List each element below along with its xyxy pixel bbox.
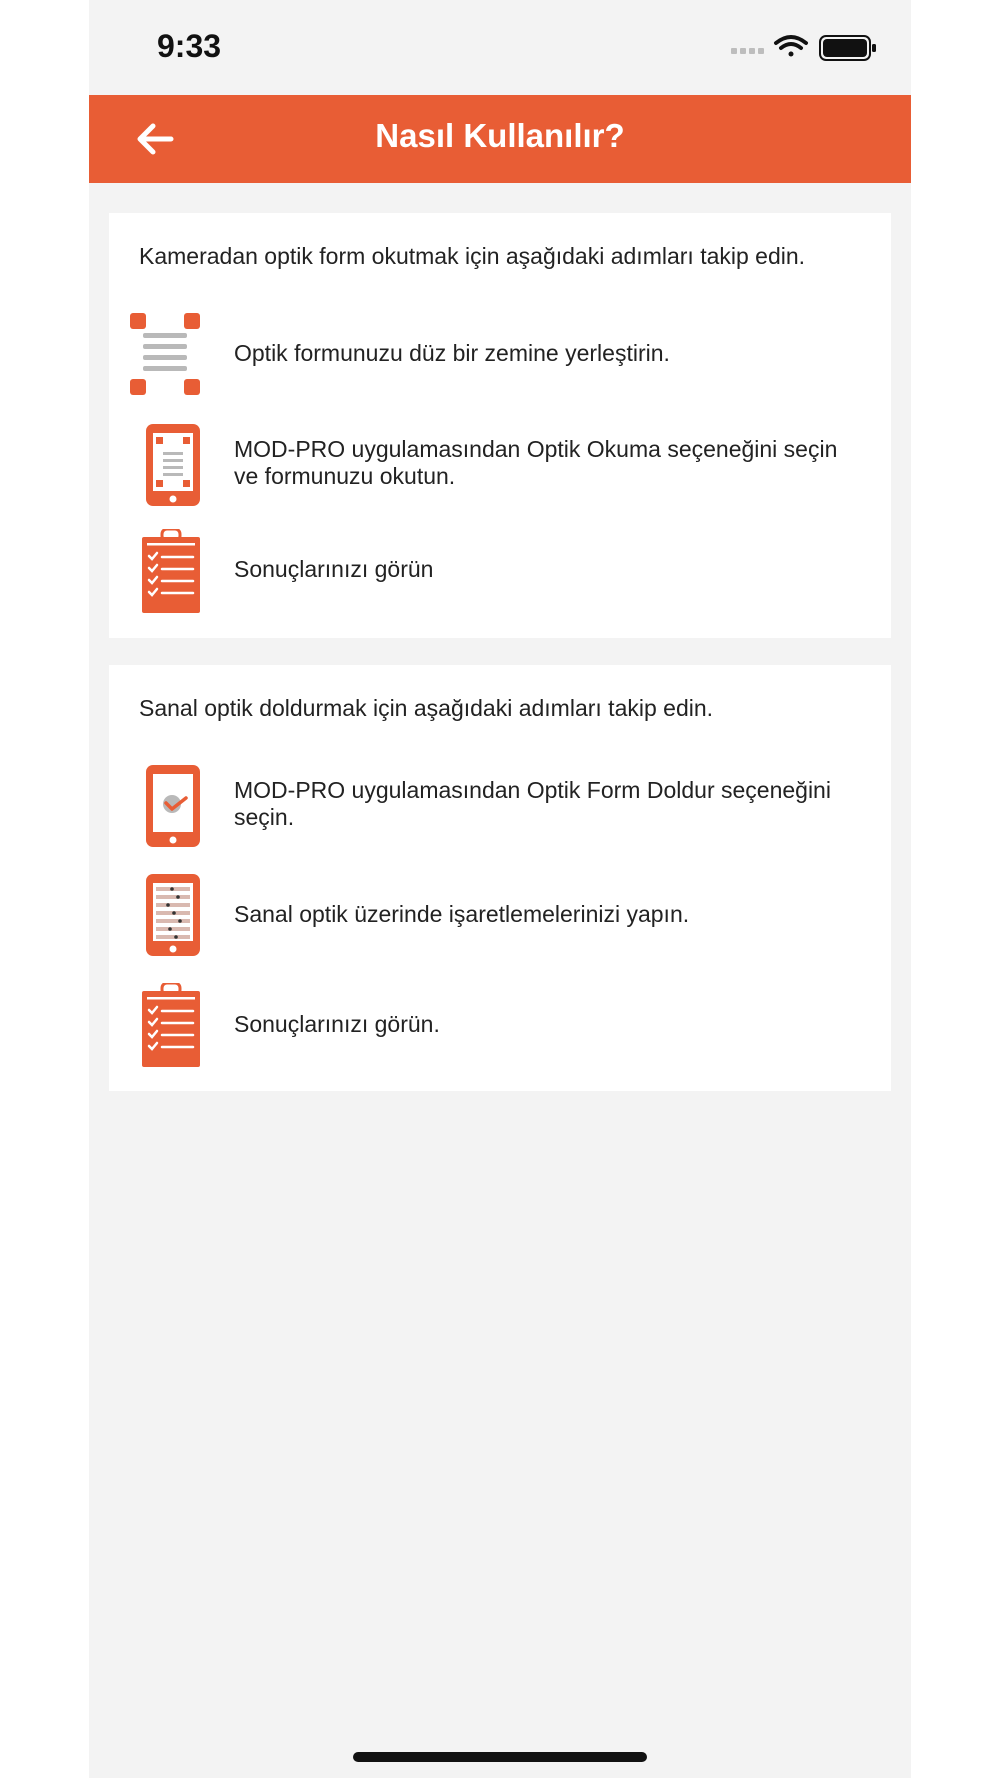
wifi-icon	[776, 37, 806, 57]
virtual-step-3	[109, 983, 891, 1073]
phone-scan-icon	[137, 423, 209, 507]
camera-step-2-text: MOD-PRO uygulamasından Optik Okuma seçeneğini seçin ve formunuzu okutun.	[234, 436, 838, 489]
camera-step-2	[109, 423, 891, 513]
app-screen	[89, 0, 911, 1778]
scan-frame-icon	[129, 312, 201, 396]
camera-step-1	[109, 312, 891, 402]
camera-step-1-text: Optik formunuzu düz bir zemine yerleştirin.	[234, 340, 670, 366]
page-title: Nasıl Kullanılır?	[375, 117, 625, 154]
virtual-instructions-intro: Sanal optik doldurmak için aşağıdaki adımları takip edin.	[139, 695, 714, 721]
virtual-instructions-card	[109, 665, 891, 1091]
virtual-step-2	[109, 873, 891, 963]
clipboard-checklist-icon	[135, 529, 207, 613]
camera-instructions-card	[109, 213, 891, 638]
camera-instructions-intro: Kameradan optik form okutmak için aşağıdaki adımları takip edin.	[139, 243, 806, 269]
phone-optic-form-icon	[137, 873, 209, 957]
phone-check-icon	[137, 764, 209, 848]
virtual-step-1-text: MOD-PRO uygulamasından Optik Form Doldur seçeneğini seçin.	[234, 777, 831, 830]
battery-icon	[820, 36, 876, 60]
virtual-step-1	[109, 764, 891, 854]
virtual-step-3-text: Sonuçlarınızı görün.	[234, 1011, 440, 1037]
status-bar	[89, 0, 911, 95]
virtual-step-2-text: Sanal optik üzerinde işaretlemelerinizi yapın.	[234, 901, 690, 927]
app-header	[89, 95, 911, 183]
camera-step-3	[109, 529, 891, 619]
status-time: 9:33	[157, 28, 222, 64]
clipboard-checklist-icon	[135, 983, 207, 1067]
camera-step-3-text: Sonuçlarınızı görün	[234, 556, 434, 582]
home-indicator[interactable]	[353, 1752, 647, 1762]
cellular-signal-icon	[731, 48, 764, 54]
status-icons	[731, 33, 881, 63]
